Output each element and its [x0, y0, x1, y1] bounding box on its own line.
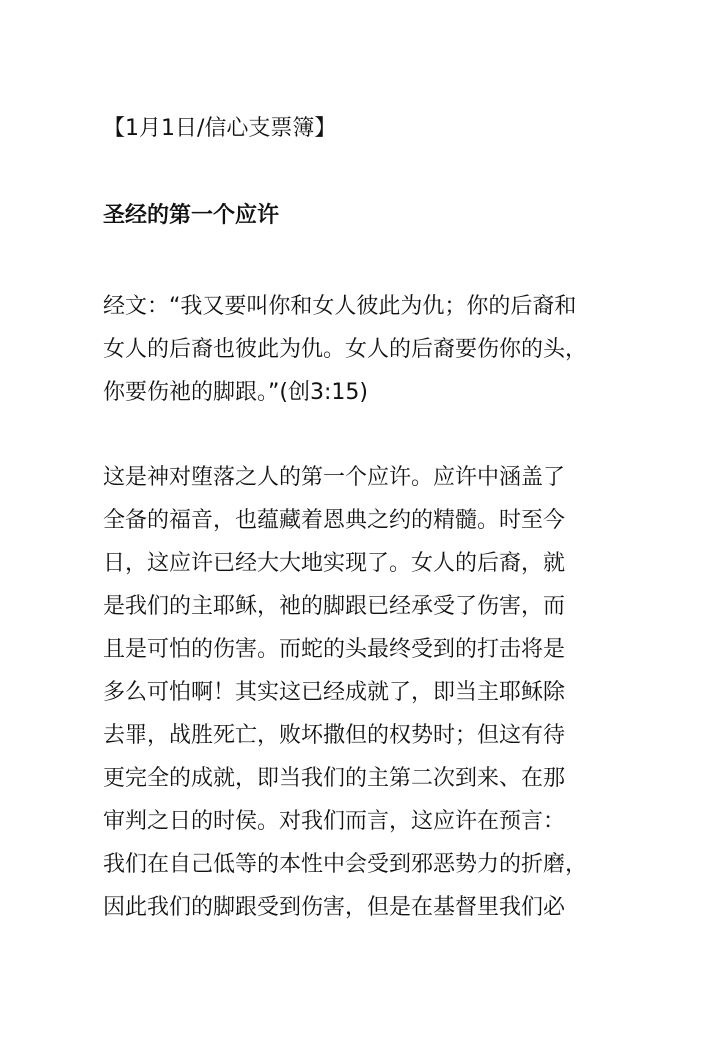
body-paragraph [103, 456, 623, 929]
date-heading: 【1月1日/信心支票簿】 [103, 116, 337, 141]
body-line: 去罪，战胜死亡，败坏撒但的权势时；但这有待 [103, 723, 566, 748]
scripture-line: 你要伤祂的脚跟。”(创3:15) [103, 380, 368, 405]
body-line: 且是可怕的伤害。而蛇的头最终受到的打击将是 [103, 637, 566, 662]
body-line: 是我们的主耶稣，祂的脚跟已经承受了伤害，而 [103, 594, 566, 619]
scripture-line: 经文：“我又要叫你和女人彼此为仇；你的后裔和 [103, 294, 577, 319]
body-line: 我们在自己低等的本性中会受到邪恶势力的折磨， [103, 852, 588, 877]
body-line: 全备的福音，也蕴藏着恩典之约的精髓。时至今 [103, 508, 566, 533]
scripture-paragraph [103, 285, 623, 414]
body-line: 审判之日的时侯。对我们而言，这应许在预言： [103, 809, 566, 834]
section-title: 圣经的第一个应许 [103, 203, 280, 228]
body-line: 多么可怕啊！其实这已经成就了，即当主耶稣除 [103, 680, 566, 705]
body-line: 日，这应许已经大大地实现了。女人的后裔，就 [103, 551, 566, 576]
scripture-line: 女人的后裔也彼此为仇。女人的后裔要伤你的头， [103, 337, 588, 362]
body-line: 因此我们的脚跟受到伤害，但是在基督里我们必 [103, 895, 566, 920]
body-line: 这是神对堕落之人的第一个应许。应许中涵盖了 [103, 465, 566, 490]
body-line: 更完全的成就，即当我们的主第二次到来、在那 [103, 766, 566, 791]
